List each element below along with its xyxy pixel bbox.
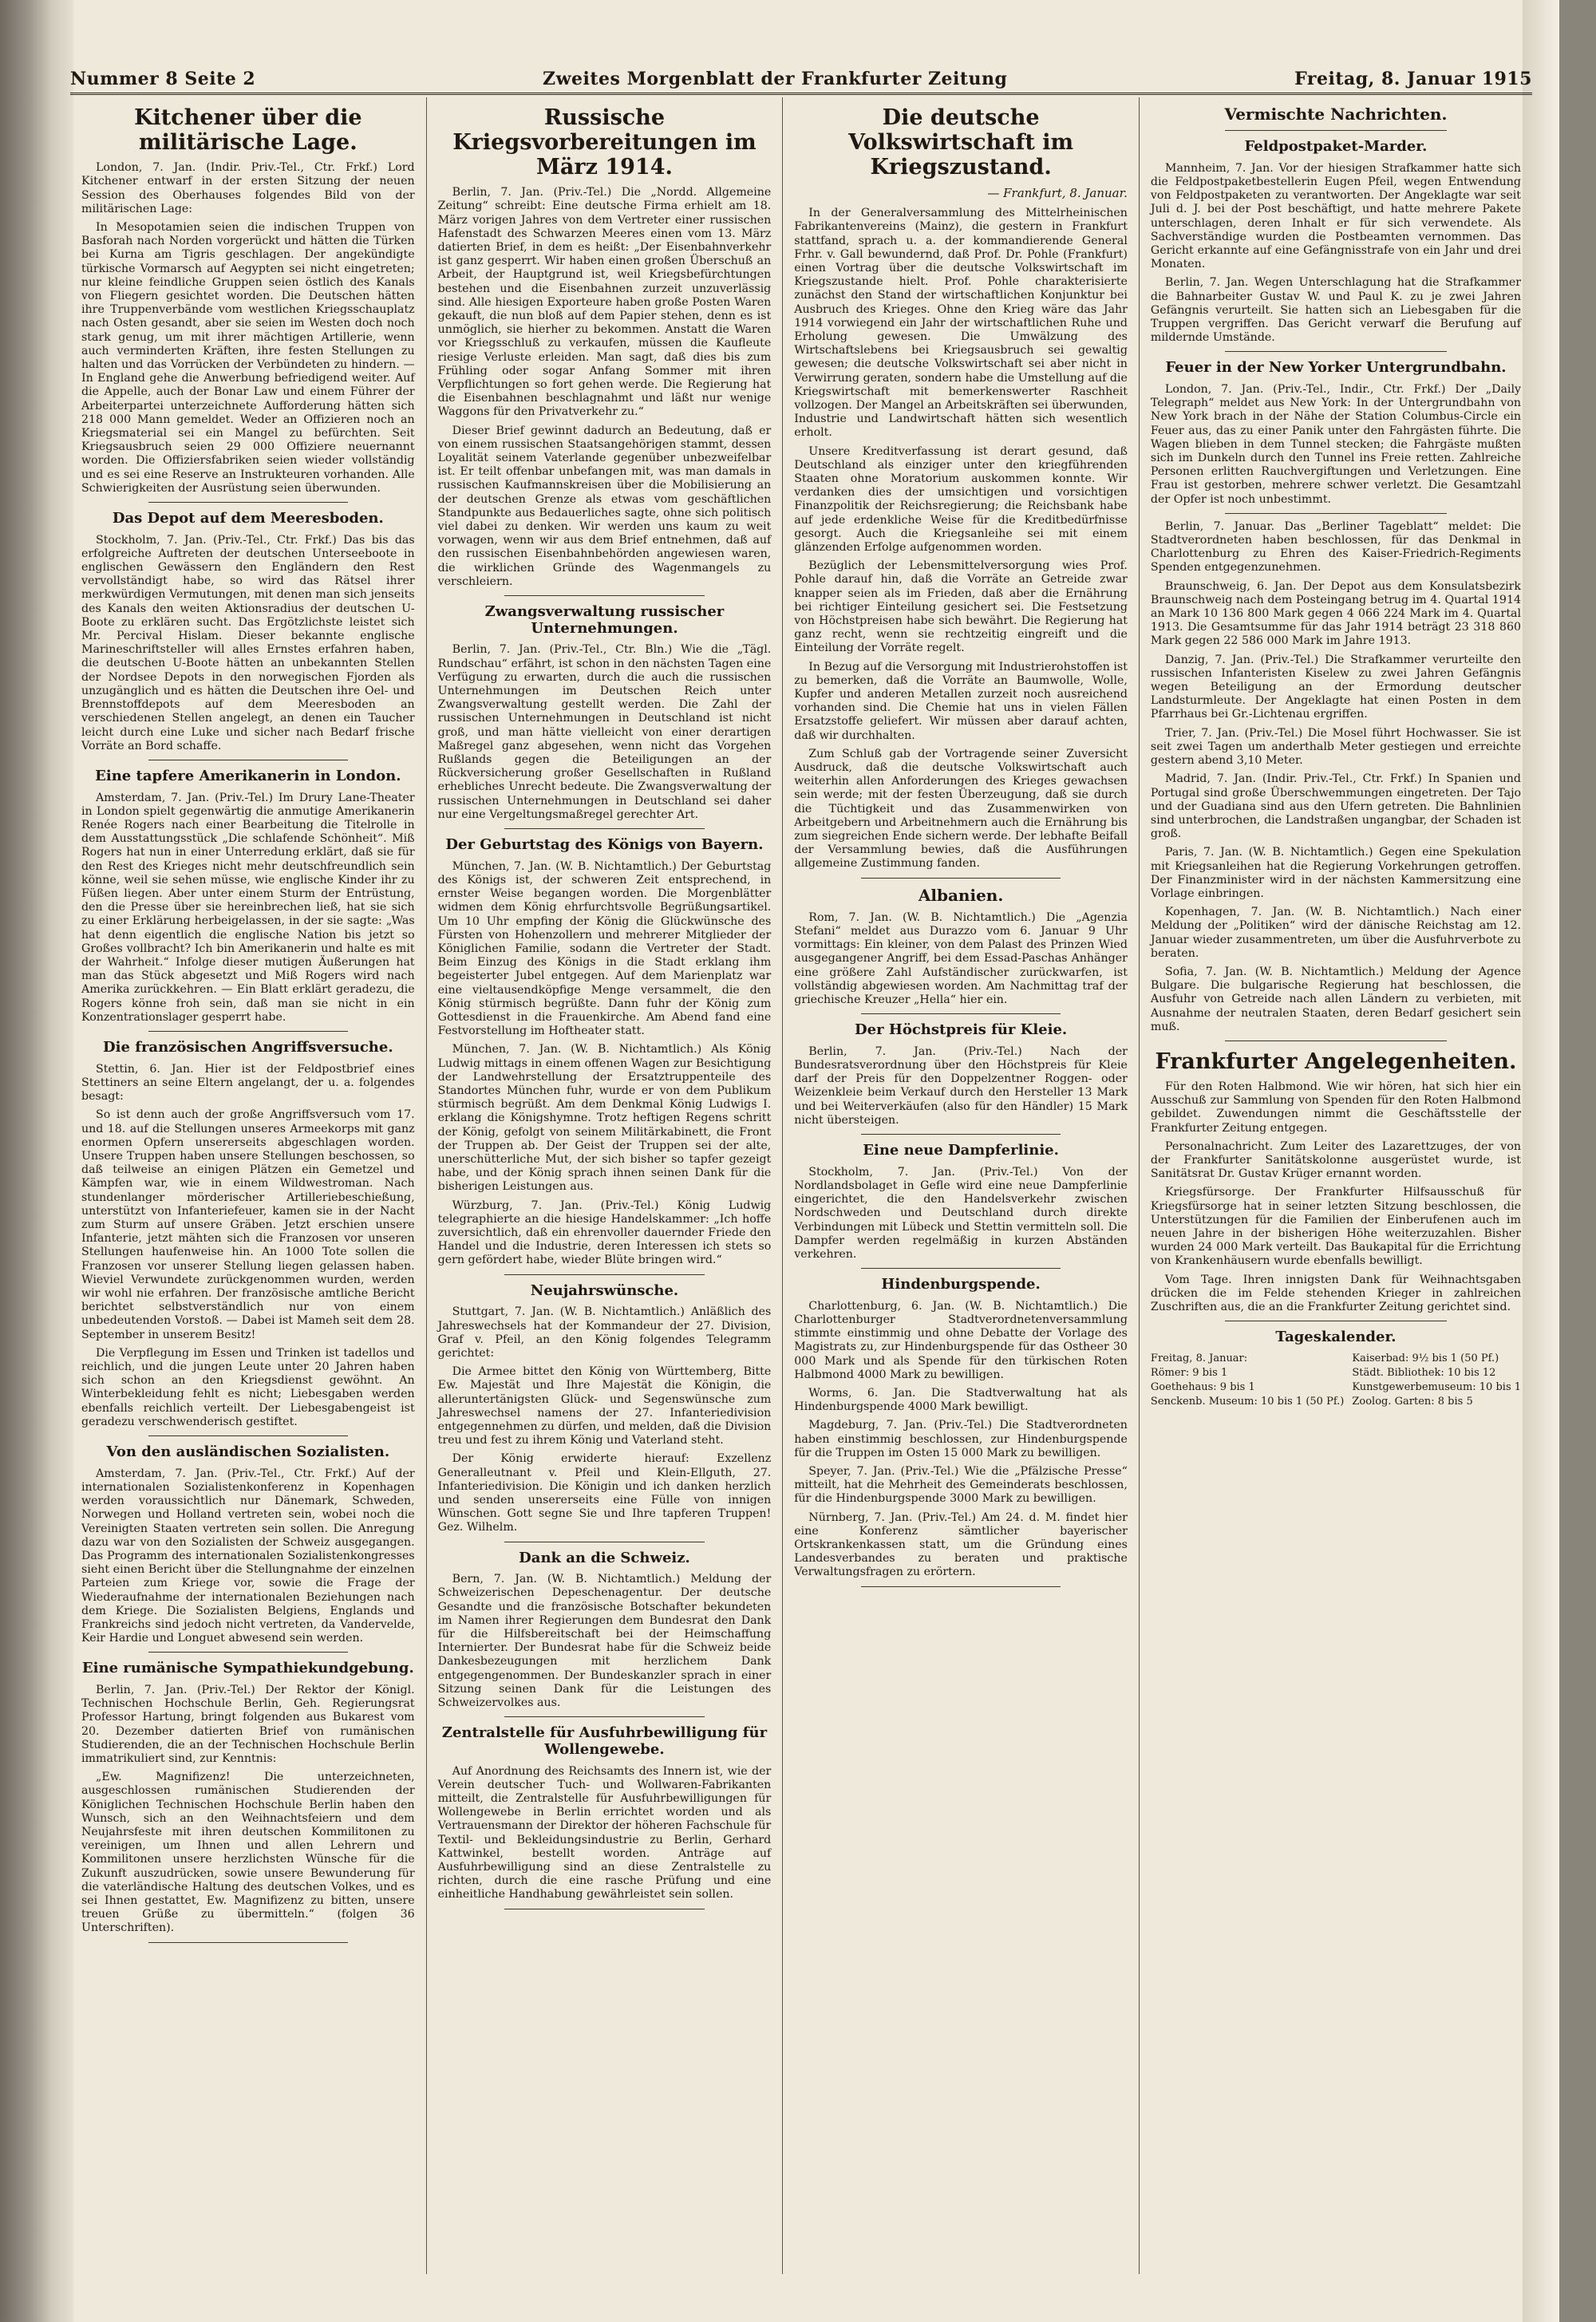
article-paragraph: Berlin, 7. Jan. Wegen Unterschlagung hat die Strafkammer die Bahnarbeiter Gustav W. und Paul K. zu je zwei Jahren Gefängnis verurteilt. Sie hatten sich an Liebesgaben für die Truppen vergriffen. Das Gericht verwarf die Berufung auf mildernde Umstände. xyxy=(1150,276,1522,345)
masthead xyxy=(70,62,1532,95)
article-paragraph: Stockholm, 7. Jan. (Priv.-Tel.) Von der Nordlandsbolaget in Gefle wird eine neue Dampferlinie eingerichtet, die den Handelsverkehr zwischen Nordschweden und Deutschland durch direkte Verbindungen mit Lübeck und Stettin vermitteln soll. Die Dampfer werden regelmäßig in kurzen Abständen verkehren. xyxy=(794,1165,1128,1261)
article-divider xyxy=(148,1942,349,1943)
masthead-number: Nummer 8 Seite 2 xyxy=(70,69,256,89)
article-headline: Das Depot auf dem Meeresboden. xyxy=(112,509,384,527)
column-4 xyxy=(1140,97,1532,2274)
article-paragraph: Stettin, 6. Jan. Hier ist der Feldpostbrief eines Stettiners an seine Eltern angelangt, der u. a. folgendes besagt: xyxy=(81,1062,415,1104)
article-paragraph: Vom Tage. Ihren innigsten Dank für Weihnachtsgaben drücken die im Felde stehenden Krieger in zahlreichen Zuschriften aus, die an die Frankfurter Zeitung gerichtet sind. xyxy=(1150,1273,1522,1314)
article-divider xyxy=(861,1013,1061,1014)
article-paragraph: Kriegsfürsorge. Der Frankfurter Hilfsausschuß für Kriegsfürsorge hat in seiner letzten Sitzung beschlossen, die Unterstützungen für die Familien der Einberufenen auch im neuen Jahre in der bisherigen Höhe weiterzuzahlen. Bisher wurden 24 000 Mark verteilt. Das Baukapital für die Errichtung von Krankenhäusern wurde ebenfalls bewilligt. xyxy=(1150,1186,1522,1268)
calendar-entry: Kunstgewerbemuseum: 10 bis 1 xyxy=(1352,1380,1522,1393)
article-divider xyxy=(1225,130,1447,131)
article-paragraph: „Ew. Magnifizenz! Die unterzeichneten, ausgeschlossen rumänischen Studierenden der Königlichen Technischen Hochschule Berlin haben den Wunsch, sich an den Weihnachtsfeiern und dem Neujahrsfeste mit ihren deutschen Kommilitonen zu vereinigen, um Ihnen und allen Lehrern und Kommilitonen unsere herzlichsten Wünsche für die Zukunft auszudrücken, sowie unsere Bewunderung für die vaterländische Haltung des deutschen Volkes, und es sei Ihnen gestattet, Ew. Magnifizenz zu bitten, unsere treuen Grüße zu übermitteln.“ (folgen 36 Unterschriften). xyxy=(81,1771,415,1935)
calendar-entry: Städt. Bibliothek: 10 bis 12 xyxy=(1352,1366,1496,1379)
masthead-title: Zweites Morgenblatt der Frankfurter Zeitung xyxy=(543,69,1008,89)
article xyxy=(438,837,772,1275)
article-paragraph: In der Generalversammlung des Mittelrheinischen Fabrikantenvereins (Mainz), die gestern in Frankfurt stattfand, sprach u. a. der kommandierende General Frhr. v. Gall bewundernd, daß Prof. Dr. Pohle (Frankfurt) einen Vortrag über die deutsche Volkswirtschaft im Kriegszustande hielt. Prof. Pohle charakterisierte zunächst den Stand der wirtschaftlichen Konjunktur bei Ausbruch des Krieges. Ohne den Krieg wäre das Jahr 1914 vorwiegend ein Jahr der wirtschaftlichen Ruhe und Erholung gewesen. Die Umwälzung des Wirtschaftslebens bei Kriegsausbruch sei gewaltig gewesen; die deutsche Volkswirtschaft sei aber nicht in Verwirrung geraten, sondern habe die Umstellung auf die Kriegswirtschaft mit bemerkenswerter Raschheit vollzogen. Der Mangel an Arbeitskräften sei überwunden, Industrie und Landwirtschaft hätten sich wesentlich erholt. xyxy=(794,207,1128,440)
article-paragraph: München, 7. Jan. (W. B. Nichtamtlich.) Der Geburtstag des Königs ist, der schweren Zeit entsprechend, in ernster Weise begangen worden. Die Morgenblätter widmen dem König ehrfurchtsvolle Begrüßungsartikel. Um 10 Uhr empfing der König die Glückwünsche des Fürsten von Hohenzollern und mehrerer Mitglieder der Königlichen Familie, sodann die Vertreter der Stadt. Beim Einzug des Königs in die Stadt erklang ihm begeisterter Jubel entgegen. Auf dem Marienplatz war eine vieltausendköpfige Menge versammelt, die den König stürmisch begrüßte. Dann fuhr der König zum Gottesdienst in die Frauenkirche. Am Abend fand eine Festvorstellung im Hoftheater statt. xyxy=(437,859,772,1038)
column-container xyxy=(70,97,1532,2274)
article-headline: Eine rumänische Sympathiekundgebung. xyxy=(81,1660,414,1677)
article-divider xyxy=(148,1435,349,1436)
article-paragraph: Auf Anordnung des Reichsamts des Innern ist, wie der Verein deutscher Tuch- und Wollwaren-Fabrikanten mitteilt, die Zentralstelle für Ausfuhrbewilligungen für Wollengewebe in Berlin errichtet worden und als Vertrauensmann der Direktor der höheren Fachschule für Textil- und Bekleidungsindustrie zu Berlin, Gerhard Kattwinkel, bestellt worden. Anträge auf Ausfuhrbewilligung sind an diese Zentralstelle zu richten, durch die eine rasche Prüfung und eine einheitliche Handhabung gewährleistet sein sollen. xyxy=(437,1764,772,1901)
article-paragraph: Für den Roten Halbmond. Wie wir hören, hat sich hier ein Ausschuß zur Sammlung von Spenden für den Roten Halbmond gebildet. Zuwendungen nimmt die Geschäftsstelle der Frankfurter Zeitung entgegen. xyxy=(1150,1080,1522,1135)
calendar-entry: Senckenb. Museum: 10 bis 1 (50 Pf.) xyxy=(1150,1395,1345,1408)
article-paragraph: München, 7. Jan. (W. B. Nichtamtlich.) Als König Ludwig mittags in einem offenen Wagen zur Besichtigung der Landwehrstellung der Ersatztruppenteile des Standortes München fuhr, wurde er von dem Publikum stürmisch begrüßt. Am dem Denkmal König Ludwigs I. erklang die Königshymne. Trotz heftigen Regens schritt der König, gefolgt von seinem Militärkabinett, die Front der Truppen ab. Der Geist der Truppen sei der alte, unerschütterliche Mut, der sich bisher so tapfer gezeigt habe, und der König sprach ihnen seinen Dank für die bisherigen Leistungen aus. xyxy=(437,1043,772,1194)
column-1 xyxy=(70,97,427,2274)
article-paragraph: Die Verpflegung im Essen und Trinken ist tadellos und reichlich, und die jungen Leute unter 20 Jahren haben sich schon an den Kriegsdienst gewöhnt. An Winterbekleidung fehlt es nicht; Liebesgaben werden ebenfalls reichlich verteilt. Der Liebesgabengeist ist geradezu verschwenderisch gestiftet. xyxy=(81,1346,415,1428)
masthead-date: Freitag, 8. Januar 1915 xyxy=(1294,69,1532,89)
article-paragraph: Berlin, 7. Jan. (Priv.-Tel., Ctr. Bln.) Wie die „Tägl. Rundschau“ erfährt, ist schon in den nächsten Tagen eine Verfügung zu erwarten, durch die auch die russischen Unternehmungen im Deutschen Reich unter Zwangsverwaltung gestellt werden. Die Zahl der russischen Unternehmungen in Deutschland ist nicht groß, und man hätte vielleicht von einer derartigen Maßregel ganz abgesehen, wenn nicht das Vorgehen Rußlands gegen die Beteiligungen an der Rückversicherung großer Gesellschaften in Rußland erhebliches Unrecht bedeute. Die Zwangsverwaltung der russischen Unternehmungen in Deutschland sei daher nur eine Vergeltungsmaßregel gerechter Art. xyxy=(437,643,772,821)
article-paragraph: Berlin, 7. Jan. (Priv.-Tel.) Die „Nordd. Allgemeine Zeitung“ schreibt: Eine deutsche Firma erhielt am 18. März vorigen Jahres von dem Vertreter einer russischen Hafenstadt des Schwarzen Meeres einen vom 13. März datierten Brief, in dem es heißt: „Der Eisenbahnverkehr ist ganz gesperrt. Wir haben einen großen Überschuß an Arbeit, der Hauptgrund ist, weil Kriegsbefürchtungen bestehen und die Eisenbahnen zurzeit unzuverlässig sind. Alle hiesigen Exporteure haben große Posten Waren gekauft, die nun bloß auf dem Papier stehen, denn es ist unmöglich, sie hierher zu bekommen. Anstatt die Waren vor Kriegsschluß zu verkaufen, müssen die Kaufleute riesige Verluste erleiden. Man sagt, daß dies bis zum Frühling oder sogar Anfang Sommer mit ihren Verpflichtungen so fort gehen werde. Die Regierung hat die Eisenbahnen beschlagnahmt und läßt nur wenige Waggons für den Privatverkehr zu.“ xyxy=(437,186,772,419)
article-paragraph: Amsterdam, 7. Jan. (Priv.-Tel.) Im Drury Lane-Theater in London spielt gegenwärtig die anmutige Amerikanerin Renée Rogers nach einer Bearbeitung die Titelrolle in dem Ausstattungsstück „Die schlafende Schönheit“. Miß Rogers hat nun in einer Unterredung erklärt, daß sie für den Rest des Krieges nicht mehr deutschfreundlich sein könne, weil sie sehen müsse, wie englische Kinder ihr zu Füßen liegen. Aber unter einem Sturm der Entrüstung, den die Presse über sie hereinbrechen ließ, hat sie sich zu einer Erklärung herbeigelassen, in der sie sagte: „Was hat denn eigentlich die englische Nation bis jetzt so Großes vollbracht? Ich bin Amerikanerin und halte es mit der Wahrheit.“ Infolge dieser mutigen Äußerungen hat man das Stück abgesetzt und Miß Rogers wird nach Amerika zurückkehren. — Ein Blatt erklärt geradezu, die Rogers könne froh sein, daß man sie nicht in ein Konzentrationslager gesperrt habe. xyxy=(81,791,415,1024)
article xyxy=(81,768,415,1032)
article-paragraph: In Mesopotamien seien die indischen Truppen von Basforah nach Norden vorgerückt und hätten die Türken bei Kurna am Tigris geschlagen. Der angekündigte türkische Vormarsch auf Aegypten sei nicht eingetreten; nur kleine feindliche Gruppen seien östlich des Kanals von Fliegern gesichtet worden. Die Deutschen hätten ihre Truppenverbände vom westlichen Kriegsschauplatz nach Osten gesandt, aber sie seien im Westen doch noch stark genug, um mit ihrer mächtigen Artillerie, wenn auch verminderten Kräften, ihre festen Stellungen zu halten und das Vorrücken der Verbündeten zu hindern. — In England gehe die Anwerbung befriedigend weiter. Auf die Appelle, auch der Bonar Law und einem Führer der Arbeiterpartei unterzeichnete Aufforderung hätten sich 218 000 Mann gemeldet. Weder an Offizieren noch an Kriegsmaterial sei ein Mangel zu befürchten. Seit Kriegsausbruch seien 29 000 Offiziere neuernannt worden. Die Offiziersfabriken seien wieder vollständig und es sei eine Reserve an Instrukteuren vorhanden. Alle Schwierigkeiten der Ausrüstung seien überwunden. xyxy=(81,220,415,495)
article xyxy=(1151,139,1521,352)
calendar-table xyxy=(1151,1353,1521,1408)
article-paragraph: So ist denn auch der große Angriffsversuch vom 17. und 18. auf die Stellungen unseres Armeekorps mit ganz enormen Opfern unsererseits abgeschlagen worden. Unsere Truppen haben unsere Stellungen beschossen, so daß teilweise an einigen Plätzen ein Gemetzel und Kämpfen war, wie in einem Wildwestroman. Nach stundenlanger mörderischer Artilleriebeschießung, unterstützt von Infanteriefeuer, kamen sie in der Nacht zum Sturm auf unsere Gräben. Jetzt erschien unsere Infanterie, jetzt mähten sich die Franzosen vor unseren Stellungen haufenweise hin. An 1000 Tote sollen die Franzosen vor unserer Stellung liegen gelassen haben. Wieviel Verwundete zurückgenommen wurden, werden wir wohl nie erfahren. Der französische amtliche Bericht berichtet selbstverständlich nur von einem unbedeutenden Vorstoß. — Dabei ist Mameh seit dem 28. September in unserem Besitz! xyxy=(81,1108,415,1341)
article-paragraph: Charlottenburg, 6. Jan. (W. B. Nichtamtlich.) Die Charlottenburger Stadtverordnetenversammlung stimmte einstimmig und ohne Debatte der Vorlage des Magistrats zu, zur Hindenburgspende für das Ostheer 30 000 Mark und als Spende für den türkischen Roten Halbmond 4000 Mark zu bewilligen. xyxy=(794,1299,1128,1381)
article-headline: Die französischen Angriffsversuche. xyxy=(103,1039,393,1056)
article-headline: Der Geburtstag des Königs von Bayern. xyxy=(445,836,764,854)
article-paragraph: Berlin, 7. Januar. Das „Berliner Tageblatt“ meldet: Die Stadtverordneten haben beschlossen, für das Denkmal in Charlottenburg zu Ehren des Kaiser-Friedrich-Regiments Spenden entgegenzunehmen. xyxy=(1150,519,1522,575)
article-divider xyxy=(861,1268,1061,1269)
article-divider xyxy=(861,1134,1061,1135)
article-paragraph: Paris, 7. Jan. (W. B. Nichtamtlich.) Gegen eine Spekulation mit Kriegsanleihen hat die Regierung Vorkehrungen getroffen. Der Finanzminister wird in der nächsten Kammersitzung eine Vorlage einbringen. xyxy=(1150,846,1522,900)
article xyxy=(81,1661,415,1942)
article-headline: Hindenburgspende. xyxy=(881,1276,1041,1293)
article-divider xyxy=(504,828,705,829)
article-headline: Albanien. xyxy=(918,885,1004,905)
article-paragraph: Worms, 6. Jan. Die Stadtverwaltung hat als Hindenburgspende 4000 Mark bewilligt. xyxy=(794,1387,1128,1414)
article-paragraph: Amsterdam, 7. Jan. (Priv.-Tel., Ctr. Frkf.) Auf der internationalen Sozialistenkonferenz in Kopenhagen werden voraussichtlich nur Dänemark, Schweden, Norwegen und Holland vertreten sein, wobei noch die Vereinigten Staaten vertreten sein sollen. Die Anregung dazu war von den Sozialisten der Schweiz ausgegangen. Das Programm des internationalen Sozialistenkongresses sieht einen Bericht über die Stellungnahme der einzelnen Parteien zum Kriege vor, sowie die Frage der Wiederaufnahme der internationalen Beziehungen nach dem Kriege. Die Sozialisten Belgiens, Englands und Frankreichs sind jedoch nicht vertreten, da Vandervelde, Keir Hardie und Longuet abwesend sein werden. xyxy=(81,1467,415,1645)
article-paragraph: Braunschweig, 6. Jan. Der Depot aus dem Konsulatsbezirk Braunschweig nach dem Posteingang betrug im 4. Quartal 1914 an Mark 10 136 800 Mark gegen 4 066 224 Mark im 4. Quartal 1913. Die Gesamtsumme für das Jahr 1914 beträgt 23 318 860 Mark gegen 22 586 000 Mark im Jahre 1913. xyxy=(1150,579,1522,648)
article xyxy=(81,511,415,760)
article xyxy=(794,887,1128,1014)
article-paragraph: London, 7. Jan. (Indir. Priv.-Tel., Ctr. Frkf.) Lord Kitchener entwarf in der ersten Sitzung der neuen Session des Oberhauses folgendes Bild von der militärischen Lage: xyxy=(81,161,415,215)
article-headline: Der Höchstpreis für Kleie. xyxy=(855,1021,1068,1039)
article-paragraph: Der König erwiderte hierauf: Exzellenz Generalleutnant v. Pfeil und Klein-Ellguth, 27. Infanteriedivision. Die Königin und ich danken herzlich und senden unsererseits eine Fülle von innigen Wünschen. Gott segne Sie und Ihre tapferen Truppen! Gez. Wilhelm. xyxy=(437,1452,772,1534)
article-headline: Feldpostpaket-Marder. xyxy=(1244,138,1428,155)
article-paragraph: Magdeburg, 7. Jan. (Priv.-Tel.) Die Stadtverordneten haben einstimmig beschlossen, zur Hindenburgspende für die Truppen im Osten 15 000 Mark zu bewilligen. xyxy=(794,1419,1128,1459)
article-headline: Russische Kriegsvorbereitungen im März 1914. xyxy=(452,105,757,180)
article xyxy=(1151,105,1521,131)
article-paragraph: London, 7. Jan. (Priv.-Tel., Indir., Ctr. Frkf.) Der „Daily Telegraph“ meldet aus New York: In der Untergrundbahn von New York brach in der Nähe der Station Columbus-Circle ein Feuer aus, das zu einer Panik unter den Fahrgästen führte. Die Wagen blieben in dem Tunnel stecken; die Fahrgäste mußten sich im Dunkeln durch den Tunnel ins Freie retten. Zahlreiche Personen erlitten Rauchvergiftungen und Verletzungen. Eine Frau ist gestorben, mehrere schwer verletzt. Die Gesamtzahl der Opfer ist noch unbestimmt. xyxy=(1150,383,1522,506)
article-paragraph: Rom, 7. Jan. (W. B. Nichtamtlich.) Die „Agenzia Stefani“ meldet aus Durazzo vom 6. Januar 9 Uhr vormittags: Ein kleiner, von dem Palast des Prinzen Wied ausgegangener Angriff, bei dem Essad-Paschas Anhänger eine größere Zahl Aufständischer zurückwarfen, ist vollständig abgewiesen worden. Am Nachmittag traf der griechische Kreuzer „Hella“ hier ein. xyxy=(794,910,1128,1006)
article-paragraph: Dieser Brief gewinnt dadurch an Bedeutung, daß er von einem russischen Staatsangehörigen stammt, dessen Loyalität seinem Vaterlande gegenüber unbezweifelbar ist. Er teilt offenbar unbefangen mit, was man damals in russischen Kaufmannskreisen über die Mobilisierung an der deutschen Grenze als etwas vom geschäftlichen Standpunkte aus Bedauerliches sagte, ohne sich politisch viel dabei zu denken. Wir werden uns kaum zu weit vorwagen, wenn wir aus dem Brief entnehmen, daß auf den russischen Eisenbahnbehörden angewiesen waren, die wirklichen Gründe des Wagenmangels zu verschleiern. xyxy=(437,424,772,588)
article-paragraph: Stuttgart, 7. Jan. (W. B. Nichtamtlich.) Anläßlich des Jahreswechsels hat der Kommandeur der 27. Division, Graf v. Pfeil, an den König folgendes Telegramm gerichtet: xyxy=(437,1305,772,1360)
article-paragraph: Kopenhagen, 7. Jan. (W. B. Nichtamtlich.) Nach einer Meldung der „Politiken“ wird der dänische Reichstag am 12. Januar wieder zusammentreten, um über die Ausfuhrverbote zu beraten. xyxy=(1150,906,1522,960)
article xyxy=(794,1022,1128,1135)
article-paragraph: Sofia, 7. Jan. (W. B. Nichtamtlich.) Meldung der Agence Bulgare. Die bulgarische Regierung hat beschlossen, die Ausfuhr von Getreide nach allen Ländern zu verbieten, mit Ausnahme der neutralen Staaten, deren Bedarf gesichert sein muß. xyxy=(1150,965,1522,1033)
article xyxy=(81,1040,415,1436)
book-binding xyxy=(0,0,73,2322)
article-divider xyxy=(148,1652,349,1653)
article-divider xyxy=(1225,351,1447,352)
article-headline: Kitchener über die militärische Lage. xyxy=(134,105,362,156)
article-paragraph: Berlin, 7. Jan. (Priv.-Tel.) Der Rektor der Königl. Technischen Hochschule Berlin, Geh. Regierungsrat Professor Hartung, bringt folgenden aus Bukarest vom 20. Dezember datierten Brief von rumänischen Studierenden, die an der Technischen Hochschule Berlin immatrikuliert sind, zur Kenntnis: xyxy=(81,1684,415,1766)
article-paragraph: Die Armee bittet den König von Württemberg, Bitte Ew. Majestät und Ihre Majestät die Königin, die alleruntertänigsten Glück- und Segenswünsche zum Jahreswechsel namens der 27. Infanteriedivision entgegennehmen zu dürfen, und melden, daß die Division treu und fest zu ihrem König und Vaterland steht. xyxy=(437,1365,772,1447)
article xyxy=(1151,520,1521,1041)
article-headline: Neujahrswünsche. xyxy=(530,1281,679,1299)
calendar-entry: Goethehaus: 9 bis 1 xyxy=(1150,1380,1255,1393)
calendar-entry: Freitag, 8. Januar: xyxy=(1150,1352,1248,1364)
article-headline: Vermischte Nachrichten. xyxy=(1224,105,1448,124)
article xyxy=(794,1277,1128,1587)
calendar-entry: Zoolog. Garten: 8 bis 5 xyxy=(1352,1395,1473,1408)
calendar-heading: Tageskalender. xyxy=(1275,1329,1396,1346)
article-headline: Eine neue Dampferlinie. xyxy=(863,1142,1059,1159)
article xyxy=(438,1725,772,1909)
article-divider xyxy=(504,1274,705,1275)
column-2 xyxy=(427,97,784,2274)
article-headline: Eine tapfere Amerikanerin in London. xyxy=(95,767,401,784)
article-paragraph: Bern, 7. Jan. (W. B. Nichtamtlich.) Meldung der Schweizerischen Depeschenagentur. Der deutsche Gesandte und die französische Botschafter bekundeten im Namen ihrer Regierungen dem Bundesrat den Dank für die Hilfsbereitschaft bei der Heimschaffung Internierter. Der Bundesrat habe für die Schweiz beide Dankesbezeugungen mit herzlichem Dank entgegengenommen. Der Bundeskanzler sprach in einer Sitzung seinen Dank für die Leistungen des Schweizervolkes aus. xyxy=(437,1573,772,1710)
article-paragraph: Trier, 7. Jan. (Priv.-Tel.) Die Mosel führt Hochwasser. Sie ist seit zwei Tagen um anderthalb Meter gestiegen und erreichte gestern abend 3,10 Meter. xyxy=(1150,726,1522,768)
article-headline: Frankfurter Angelegenheiten. xyxy=(1155,1048,1517,1074)
article xyxy=(1151,1049,1521,1321)
article-headline: Zentralstelle für Ausfuhrbewilligung für Wollengewebe. xyxy=(441,1724,768,1758)
column-3 xyxy=(783,97,1140,2274)
article xyxy=(794,1143,1128,1269)
article xyxy=(438,1550,772,1718)
article-divider xyxy=(861,1586,1061,1587)
calendar-entry: Römer: 9 bis 1 xyxy=(1150,1366,1228,1379)
article-headline: Dank an die Schweiz. xyxy=(519,1549,690,1566)
article-divider xyxy=(148,502,349,503)
article-divider xyxy=(861,878,1061,879)
article xyxy=(81,1444,415,1653)
article-paragraph: In Bezug auf die Versorgung mit Industrierohstoffen ist zu bemerken, daß die Vorräte an Baumwolle, Wolle, Kupfer und anderen Metallen zurzeit noch ausreichend vorhanden sind. Die Chemie hat uns in vielen Fällen Ersatzstoffe geliefert. Wir müssen aber darauf achten, daß wir durchhalten. xyxy=(794,660,1128,742)
article-paragraph: Würzburg, 7. Jan. (Priv.-Tel.) König Ludwig telegraphierte an die hiesige Handelskammer: „Ich hoffe zuversichtlich, daß ein ehrenvoller dauernder Friede den Handel und die Industrie, deren Interessen ich stets so gern gefördert habe, wieder Blüte bringen wird.“ xyxy=(437,1199,772,1267)
article-divider xyxy=(504,1716,705,1717)
article-divider xyxy=(1225,513,1447,514)
article-divider xyxy=(504,595,705,596)
article xyxy=(438,1283,772,1542)
article-paragraph: Danzig, 7. Jan. (Priv.-Tel.) Die Strafkammer verurteilte den russischen Infanteristen Kiselew zu zwei Jahren Gefängnis wegen Beteiligung an der Ermordung deutscher Landsturmleute. Der Angeklagte hat einen Posten in dem Pfarrhaus bei Gr.-Lichtenau ergriffen. xyxy=(1150,653,1522,721)
article xyxy=(438,604,772,829)
article-paragraph: Stockholm, 7. Jan. (Priv.-Tel., Ctr. Frkf.) Das bis das erfolgreiche Auftreten der deutschen Unterseeboote in englischen Gewässern den Engländern den Rest vervollständigt habe, so wird das Rätsel ihrer merkwürdigen Vermutungen, mit denen man sich jenseits des Kanals den weiten Aktionsradius der deutschen U-Boote zu erklären sucht. Das Ergötzlichste leistet sich Mr. Percival Hislam. Dieser bekannte englische Marineschriftsteller will alles Ernstes erfahren haben, die deutschen U-Boote hätten an unbekannten Stellen der Nordsee Depots in den norwegischen Fjorden als unzugänglich und es hätten die Deutschen ihre Oel- und Brennstoffdepots auf dem Meeresboden an verschiedenen Stellen angelegt, an denen ein Taucher leicht durch eine Luke und sicher nach Bedarf frische Vorräte an Bord schaffe. xyxy=(81,533,415,752)
article xyxy=(81,105,415,503)
article xyxy=(794,105,1128,879)
article-paragraph: Berlin, 7. Jan. (Priv.-Tel.) Nach der Bundesratsverordnung über den Höchstpreis für Kleie darf der Preis für den Doppelzentner Roggen- oder Weizenkleie beim Verkauf durch den Hersteller 13 Mark und bei Weiterverkäufen (also für den Händler) 15 Mark nicht übersteigen. xyxy=(794,1045,1128,1127)
article xyxy=(1151,360,1521,514)
article-paragraph: Madrid, 7. Jan. (Indir. Priv.-Tel., Ctr. Frkf.) In Spanien und Portugal sind große Überschwemmungen eingetreten. Der Tajo und der Guadiana sind aus den Ufern getreten. Die Bahnlinien sind unterbrochen, die Landstraßen ungangbar, der Schaden ist groß. xyxy=(1150,772,1522,841)
article-dateline: — Frankfurt, 8. Januar. xyxy=(987,186,1128,201)
article-paragraph: Unsere Kreditverfassung ist derart gesund, daß Deutschland als einziger unter den kriegführenden Staaten ohne Moratorium auskommen konnte. Wir verdanken dies der umsichtigen und vorsichtigen Finanzpolitik der Reichsregierung; die Reichsbank habe auf jede erdenkliche Weise für die Kreditbedürfnisse gesorgt. Auch die Kriegsanleihe sei mit einem glänzenden Erfolge aufgenommen worden. xyxy=(794,444,1128,555)
article-headline: Die deutsche Volkswirtschaft im Kriegszustand. xyxy=(848,105,1074,180)
article-headline: Zwangsverwaltung russischer Unternehmungen. xyxy=(484,603,725,637)
article-paragraph: Personalnachricht. Zum Leiter des Lazarettzuges, der von der Frankfurter Sanitätskolonne ausgerüstet wurde, ist Sanitätsrat Dr. Gustav Krüger ernannt worden. xyxy=(1150,1139,1522,1181)
article-paragraph: Nürnberg, 7. Jan. (Priv.-Tel.) Am 24. d. M. findet hier eine Konferenz sämtlicher bayerischer Ortskrankenkassen statt, um die Gründung eines Landesverbandes zu beraten und praktische Verwaltungsfragen zu erörtern. xyxy=(794,1510,1128,1579)
article-paragraph: Mannheim, 7. Jan. Vor der hiesigen Strafkammer hatte sich die Feldpostpaketbestellerin Eugen Pfeil, wegen Entwendung von Feldpostpaketen zu verantworten. Der Angeklagte war seit Juli d. J. bei der Post beschäftigt, und hatte mehrere Pakete unterschlagen, deren Inhalt er für sich verwendete. Als Sachverständige wurden die Postbeamten vernommen. Das Gericht erkannte auf eine Gefängnisstrafe von ein Jahr und drei Monaten. xyxy=(1150,161,1522,271)
article-paragraph: Speyer, 7. Jan. (Priv.-Tel.) Wie die „Pfälzische Presse“ mitteilt, hat die Mehrheit des Gemeinderats beschlossen, für die Hindenburgspende 3000 Mark zu bewilligen. xyxy=(794,1465,1128,1506)
article-headline: Von den ausländischen Sozialisten. xyxy=(106,1443,390,1461)
article-divider xyxy=(148,1031,349,1032)
article-paragraph: Zum Schluß gab der Vortragende seiner Zuversicht Ausdruck, daß die deutsche Volkswirtschaft auch weiterhin allen Anforderungen des Krieges gewachsen sein werde; mit der festen Überzeugung, daß sie durch die Tüchtigkeit und das Zusammenwirken von Arbeitgebern und Arbeitnehmern auch die Ernährung bis zum siegreichen Ende sichern werde. Der lebhafte Beifall der Versammlung bewies, daß die Ausführungen allgemeine Zustimmung fanden. xyxy=(794,747,1128,871)
article-paragraph: Bezüglich der Lebensmittelversorgung wies Prof. Pohle darauf hin, daß die Vorräte an Getreide zwar knapper seien als im Frieden, daß aber die Ernährung bei richtiger Einteilung gesichert sei. Die Festsetzung von Höchstpreisen habe sich bewährt. Die Regierung hat ganz recht, wenn sie rechtzeitig eingreift und die Einteilung der Vorräte regelt. xyxy=(794,559,1128,655)
article-headline: Feuer in der New Yorker Untergrundbahn. xyxy=(1165,359,1507,377)
article xyxy=(438,105,772,596)
calendar-entry: Kaiserbad: 9½ bis 1 (50 Pf.) xyxy=(1352,1352,1499,1364)
